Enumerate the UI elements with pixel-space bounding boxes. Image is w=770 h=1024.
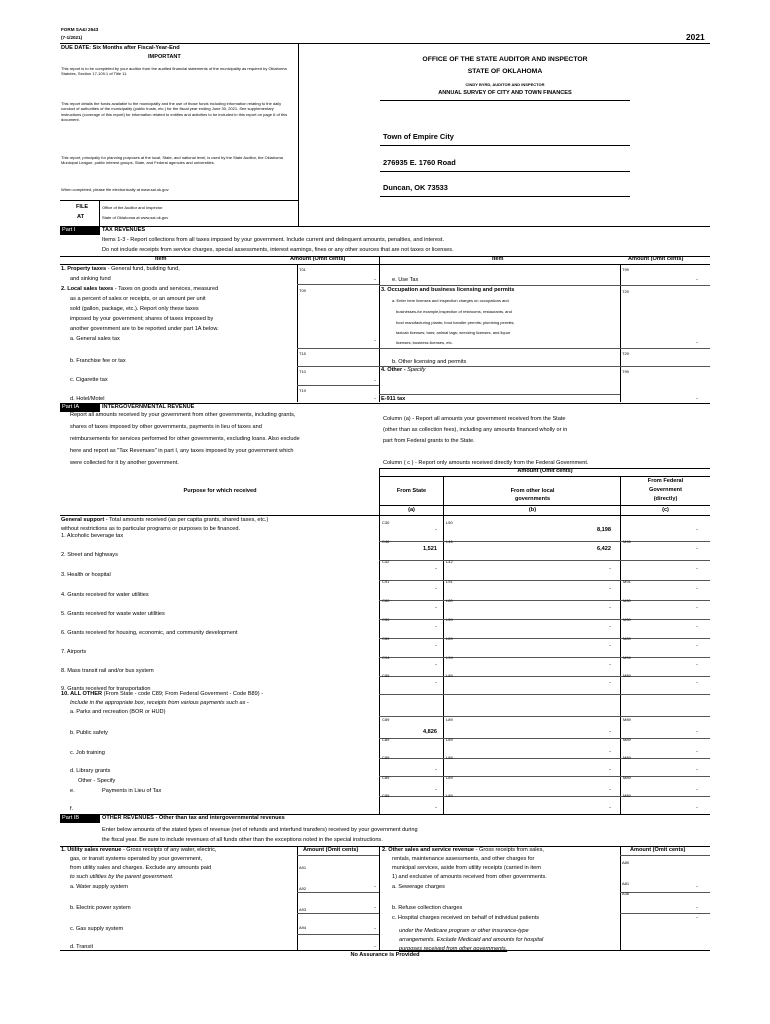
- sales-tax-line-1: as a percent of sales or receipts, or an amount per unit: [70, 296, 206, 302]
- tax-item-header-right: Item: [492, 256, 504, 262]
- ig-col-b-left: [443, 476, 444, 814]
- ig-col-c-left: [620, 476, 621, 814]
- ig-row-rule: [379, 580, 710, 581]
- util-line-4: to such utilities by the parent government.: [70, 874, 174, 880]
- util-row-code: A92: [299, 886, 307, 891]
- svc-row-code: A81: [622, 881, 630, 886]
- col-b-header-1: From other local: [510, 488, 555, 494]
- purpose-header: Purpose for which received: [183, 488, 257, 494]
- ig-code-c: M89: [623, 636, 631, 641]
- ig-value-a[interactable]: -: [435, 662, 437, 668]
- use-tax-rule: [379, 285, 710, 286]
- municipality-name: Town of Empire City: [383, 132, 454, 141]
- survey-title-underline: [380, 100, 630, 101]
- office-title: OFFICE OF THE STATE AUDITOR AND INSPECTOR: [422, 56, 588, 63]
- svc-row-rule: [620, 892, 710, 893]
- address-line-2: Duncan, OK 73533: [383, 183, 448, 192]
- util-row-rule: [297, 913, 379, 914]
- ig-value-c[interactable]: -: [696, 680, 698, 686]
- part1b-subtitle-1: Enter below amounts of the stated types of revenue (net of refunds and interfund transfers) received by your government during: [102, 827, 418, 833]
- ig-row-rule: [379, 657, 710, 658]
- part1-top-rule: [60, 226, 710, 227]
- general-support-2: without restrictions as to particular programs or purposes to be financed.: [61, 526, 241, 532]
- part1b-center-divider: [379, 846, 380, 950]
- ig-value-c[interactable]: -: [696, 546, 698, 552]
- other-specify-label: Other - Specify: [78, 778, 116, 784]
- ig-value-c[interactable]: -: [696, 662, 698, 668]
- municipality-underline: [380, 145, 630, 146]
- ig2-value-c[interactable]: -: [696, 805, 698, 811]
- ig-row-rule: [379, 676, 710, 677]
- form-id: FORM SA&I 2643: [61, 27, 99, 32]
- ig-code-b: L89: [446, 673, 453, 678]
- ig2-value-a[interactable]: -: [435, 805, 437, 811]
- ig-row-label: 9. Grants received for transportation: [61, 686, 151, 692]
- ig2-row-rule: [379, 796, 710, 797]
- ig-value-c[interactable]: -: [696, 605, 698, 611]
- col-b-letter: (b): [528, 507, 537, 513]
- tax-header-bottom: [60, 264, 710, 265]
- file-state: State of Oklahoma at www.sai.ok.gov: [102, 215, 169, 220]
- ig-desc-1: Report all amounts received by your government from other governments, including grants,: [70, 412, 296, 418]
- ig-row-label: 2. Street and highways: [61, 552, 118, 558]
- util-row-value[interactable]: -: [374, 926, 376, 932]
- ig2-code-c: M89: [623, 737, 631, 742]
- ig2-code-b: L89: [446, 737, 453, 742]
- important-heading: IMPORTANT: [148, 54, 181, 60]
- code-t01: T01: [299, 267, 306, 272]
- ig-row2-label: b. Public safety: [70, 730, 108, 736]
- address-1-underline: [380, 171, 630, 172]
- sales-tax-line-3: imposed by your government; shares of taxes imposed by: [70, 316, 214, 322]
- ig-value-c[interactable]: -: [696, 624, 698, 630]
- ig-row-label: 3. Health or hospital: [61, 572, 111, 578]
- util-row-label: a. Water supply system: [70, 884, 128, 890]
- e911-upper-rule: [379, 394, 620, 395]
- ig2-row-rule: [379, 738, 710, 739]
- col-c-letter: (c): [662, 507, 669, 513]
- ig-row2-label: f.: [70, 806, 74, 812]
- office-state: STATE OF OKLAHOMA: [467, 68, 543, 75]
- ig-code-c: M46: [623, 539, 631, 544]
- ig2-code-b: L89: [446, 793, 453, 798]
- at-label: AT: [77, 214, 85, 220]
- other-licensing-rule: [379, 366, 710, 367]
- occupation-licensing-title: 3. Occupation and business licensing and permits: [381, 287, 515, 293]
- util-row-rule: [297, 892, 379, 893]
- col-a-header: From State: [396, 488, 427, 494]
- util-line-1: 1. Utility sales revenue - Gross receipts of any water, electric,: [61, 847, 217, 853]
- col-a-letter: (a): [408, 507, 415, 513]
- all-other-2: Include in the appropriate box, receipts from various payments such as -: [70, 700, 249, 706]
- svc-amount-header-rule: [620, 855, 710, 856]
- file-office: Office of the Auditor and Inspector: [102, 205, 163, 210]
- hospital-line-4: purposes received from other governments.: [399, 946, 508, 952]
- svc-row-label: c. Hospital charges received on behalf of individual patients: [392, 915, 540, 921]
- col-c-header-3: (directly): [653, 496, 678, 502]
- part1-subtitle-2: Do not include receipts from service charges, special assessments, interest earnings, fines or any other sources that are not taxes or licenses.: [102, 247, 454, 253]
- ig2-value-a[interactable]: 4,826: [423, 729, 437, 735]
- general-sales-tax-value[interactable]: -: [374, 338, 376, 344]
- use-tax-label: e. Use Tax: [392, 277, 419, 283]
- col-c-note: Column ( c ) - Report only amounts received directly from the Federal Government.: [383, 460, 589, 466]
- part1a-label: Part IA: [62, 404, 80, 410]
- due-date: DUE DATE: Six Months after Fiscal-Year-End: [61, 45, 180, 51]
- ig2-code-c: M89: [623, 793, 631, 798]
- hotel-motel-tax-label: d. Hotel/Motel: [70, 396, 105, 402]
- instruction-1: This report is to be completed by your auditor from the audited financial statements of the municipality as required by Oklahoma Statutes, Section 17-109.1 of Title 11.: [61, 66, 287, 77]
- ig-value-c[interactable]: -: [696, 566, 698, 572]
- util-row-value[interactable]: -: [374, 944, 376, 950]
- code-t19: T19: [299, 388, 306, 393]
- tax-center-divider: [379, 256, 380, 402]
- ig2-code-a: C89: [382, 793, 390, 798]
- svc-line-1: 2. Other sales and service revenue - Gross receipts from sales,: [382, 847, 544, 853]
- sales-tax-line-4: another government are to be reported under part 1A below.: [70, 326, 219, 332]
- svc-row-value[interactable]: -: [696, 915, 698, 921]
- ig2-value-a[interactable]: -: [435, 787, 437, 793]
- ig-value-c[interactable]: -: [696, 643, 698, 649]
- file-label: FILE: [76, 204, 89, 210]
- ig-code-b: L91: [446, 579, 453, 584]
- ig-row-label: 5. Grants received for waste water utilities: [61, 611, 165, 617]
- ig2-row-rule: [379, 776, 710, 777]
- general-sales-tax-label: a. General sales tax: [70, 336, 120, 342]
- tax-amount-header-left: Amount (Omit cents): [290, 256, 346, 262]
- ig2-code-c: M89: [623, 717, 631, 722]
- tax-item-header-left: Item: [155, 256, 167, 262]
- sales-tax-label: 2. Local sales taxes - Taxes on goods and services, measured: [61, 286, 219, 292]
- ig2-value-c[interactable]: -: [696, 787, 698, 793]
- util-row-label: c. Gas supply system: [70, 926, 124, 932]
- util-row-code: A93: [299, 907, 307, 912]
- ig-code-a: C46: [382, 539, 390, 544]
- util-row-label: b. Electric power system: [70, 905, 131, 911]
- occupation-line-5: licenses; business licenses, etc.: [396, 340, 453, 345]
- ig-row-label: 1. Alcoholic beverage tax: [61, 533, 124, 539]
- ig-value-b[interactable]: -: [609, 566, 611, 572]
- ig-desc-5: were collected for it by another government.: [70, 460, 179, 466]
- bottom-rule: [60, 950, 710, 951]
- code-t29: T29: [622, 289, 629, 294]
- general-support-desc: Total amounts received (as per capita grants, shared taxes, etc.): [109, 517, 269, 523]
- sales-tax-line-2: sold (gallon, package, etc.). Report only these taxes: [70, 306, 199, 312]
- ig-value-a[interactable]: -: [435, 624, 437, 630]
- ig2-code-a: C89: [382, 737, 390, 742]
- cigarette-tax-rule: [297, 385, 379, 386]
- ig-row-label: 8. Mass transit rail and/or bus system: [61, 668, 154, 674]
- ig2-code-b: L89: [446, 717, 453, 722]
- sales-tax-rule: [297, 348, 379, 349]
- file-at-divider: [99, 200, 100, 227]
- ig-code-a: C89: [382, 636, 390, 641]
- svc-row-value[interactable]: -: [696, 905, 698, 911]
- ig-code-c: M94: [623, 655, 631, 660]
- ig-value-a[interactable]: -: [435, 586, 437, 592]
- part1-label: Part I: [62, 227, 76, 233]
- general-support-1: General support - Total amounts received (as per capita grants, shared taxes, etc.): [61, 517, 269, 523]
- ig2-value-b[interactable]: -: [609, 767, 611, 773]
- col-a-note-2: (other than as collection fees), including any amounts financed wholly or in: [383, 427, 568, 433]
- ig-code-c: M91: [623, 579, 631, 584]
- ig-value-c[interactable]: -: [696, 527, 698, 533]
- svc-amount-divider: [620, 846, 621, 950]
- svc-row-label: a. Sewerage charges: [392, 884, 445, 890]
- svc-row-code: A36: [622, 891, 630, 896]
- ig-row2-label: d. Library grants: [70, 768, 111, 774]
- other-licensing-label: b. Other licensing and permits: [392, 359, 467, 365]
- part1b-subtitle-2: the fiscal year. Be sure to include revenues of all funds other than the exceptions noted in the special instructions.: [102, 837, 383, 843]
- ig-amount-header: Amount (Omit cents): [517, 468, 573, 474]
- ig2-value-b[interactable]: -: [609, 729, 611, 735]
- ig-value-b[interactable]: 6,422: [597, 546, 611, 552]
- ig-code-a: C89: [382, 673, 390, 678]
- cigarette-tax-value[interactable]: -: [374, 378, 376, 384]
- other-tax-title: 4. Other -: [381, 367, 408, 373]
- e911-tax-label: E-911 tax: [381, 396, 406, 402]
- ig-value-b[interactable]: -: [609, 643, 611, 649]
- ig2-code-c: M89: [623, 775, 631, 780]
- property-tax-value[interactable]: -: [374, 277, 376, 283]
- ig-code-a: C91: [382, 579, 390, 584]
- ig-value-c[interactable]: -: [696, 586, 698, 592]
- ig2-value-b[interactable]: -: [609, 805, 611, 811]
- ig-row-label: 4. Grants received for water utilities: [61, 592, 149, 598]
- ig-value-a[interactable]: -: [435, 643, 437, 649]
- code-t10: T10: [299, 369, 306, 374]
- ig2-value-c[interactable]: -: [696, 767, 698, 773]
- code-t09: T09: [299, 288, 306, 293]
- tax-amount-header-right: Amount (Omit cents): [628, 256, 684, 262]
- ig-code-a: C50: [382, 617, 390, 622]
- ig-letter-rule: [379, 505, 710, 506]
- hotel-motel-tax-value[interactable]: -: [374, 396, 376, 402]
- franchise-tax-rule: [297, 366, 379, 367]
- ig-code-b: L50: [446, 520, 453, 525]
- property-tax-label: 1. Property taxes - General fund, building fund,: [61, 266, 180, 272]
- occupation-rule: [379, 348, 710, 349]
- code-t29b: T29: [622, 351, 629, 356]
- ig-code-c: M80: [623, 598, 631, 603]
- ig-desc-4: here and report as "Tax Revenues" in part I, any taxes imposed by your government which: [70, 448, 294, 454]
- ig2-value-c[interactable]: -: [696, 729, 698, 735]
- e911-tax-value[interactable]: -: [696, 396, 698, 402]
- other-tax-label: [381, 367, 425, 373]
- svc-line-4: 1) and exclusive of amounts received from other governments.: [392, 874, 547, 880]
- svc-line-2: rentals, maintenance assessments, and other charges for: [392, 856, 535, 862]
- ig-code-b: L94: [446, 655, 453, 660]
- code-t99b: T99: [622, 369, 629, 374]
- part1a-title: INTERGOVERNMENTAL REVENUE: [102, 404, 195, 410]
- ig2-code-a: C89: [382, 717, 390, 722]
- ig-desc-3: reimbursements for services performed for other governments, excluding loans. Also exclude: [70, 436, 300, 442]
- footer-assurance: No Assurance is Provided: [350, 952, 420, 958]
- ig-value-b[interactable]: -: [609, 662, 611, 668]
- form-year: 2021: [686, 32, 705, 42]
- col-b-header-2: governments: [514, 496, 551, 502]
- hospital-line-3: arrangements. Exclude Medicaid and amounts for hospital: [399, 937, 544, 943]
- ig-row2-label: c. Job training: [70, 750, 105, 756]
- ig-value-a[interactable]: -: [435, 680, 437, 686]
- ig-value-b[interactable]: -: [609, 624, 611, 630]
- util-amount-header: Amount (Omit cents): [303, 847, 359, 853]
- ig-code-b: L46: [446, 539, 453, 544]
- ig-value-b[interactable]: -: [609, 605, 611, 611]
- header-divider: [298, 43, 299, 227]
- util-row-code: A91: [299, 865, 307, 870]
- ig2-code-a: C89: [382, 775, 390, 780]
- property-tax-line2: and sinking fund: [70, 276, 111, 282]
- ig-code-a: C42: [382, 559, 390, 564]
- util-amount-header-rule: [297, 855, 379, 856]
- survey-title: ANNUAL SURVEY OF CITY AND TOWN FINANCES: [438, 90, 572, 96]
- hospital-line-2: under the Medicare program or other insurance-type: [399, 928, 529, 934]
- auditor-name: CINDY BYRD, AUDITOR AND INSPECTOR: [465, 82, 545, 87]
- file-electronically-note[interactable]: When completed, please file electronically at www.sai.ok.gov: [61, 187, 169, 192]
- ig2-value-b[interactable]: -: [609, 749, 611, 755]
- ig-col-a-left: [379, 468, 380, 814]
- instruction-3: This report, principally for planning purposes at the local, State, and national level, is used by the State Auditor, the Oklahoma Municipal League, public interest groups, State, and Federal agencies and universities.: [61, 155, 283, 166]
- ig-row-rule: [379, 619, 710, 620]
- ig-header-bottom: [60, 515, 710, 516]
- ig-value-a[interactable]: -: [435, 527, 437, 533]
- occupation-line-1: a. Enter here licenses and inspection charges on occupations and: [392, 298, 509, 303]
- col-c-header-1: From Federal: [647, 478, 684, 484]
- ig-row-rule: [379, 694, 710, 695]
- util-row-label: d. Transit: [70, 944, 94, 950]
- ig-row-rule: [379, 638, 710, 639]
- address-line-1: 276935 E. 1760 Road: [383, 158, 456, 167]
- part1-subtitle-1: Items 1-3 - Report collections from all taxes imposed by your government. Include current and delinquent amounts, penalties, and interest.: [102, 237, 445, 243]
- all-other-1: 10. ALL OTHER (From State - code C89; From Federal Goverment - Code B89) -: [61, 691, 264, 697]
- ig-amount-header-bottom: [379, 476, 710, 477]
- top-rule: [60, 43, 710, 44]
- address-2-underline: [380, 196, 630, 197]
- ig2-code-a: C89: [382, 755, 390, 760]
- ig-code-c: M89: [623, 673, 631, 678]
- col-c-header-2: Government: [649, 487, 682, 493]
- occupation-line-3: food manufacturing plants; food handler permits; plumbing permits;: [396, 320, 515, 325]
- ig2-value-c[interactable]: -: [696, 749, 698, 755]
- ig-row-rule: [379, 541, 710, 542]
- ig-value-a[interactable]: -: [435, 566, 437, 572]
- ig-code-b: L80: [446, 598, 453, 603]
- svc-row-code: A80: [622, 860, 630, 865]
- ig-code-a: C30: [382, 520, 390, 525]
- part1-title: TAX REVENUES: [102, 227, 146, 233]
- property-tax-rule: [297, 284, 379, 285]
- occupation-line-2: businesses-for example,inspection of restrooms, restaurants, and: [396, 309, 512, 314]
- util-line-3: from utility sales and charges. Exclude any amounts paid: [70, 865, 212, 871]
- parks-recreation-label: a. Parks and recreation (BOR or HUD): [70, 709, 166, 715]
- ig-row-rule: [379, 600, 710, 601]
- pilot-label: Payments in Lieu of Tax: [102, 788, 162, 794]
- ig-value-b[interactable]: -: [609, 680, 611, 686]
- svc-row-value[interactable]: -: [696, 884, 698, 890]
- code-t99: T99: [622, 267, 629, 272]
- util-row-code: A94: [299, 925, 307, 930]
- col-a-note-3: part from Federal grants to the State.: [383, 438, 475, 444]
- part1b-title: OTHER REVENUES - Other than tax and intergovernmental revenues: [102, 815, 285, 821]
- ig-value-a[interactable]: -: [435, 605, 437, 611]
- ig-code-b: L42: [446, 559, 453, 564]
- svc-row-rule: [620, 913, 710, 914]
- file-at-rule: [60, 200, 298, 201]
- ig-code-a: C94: [382, 655, 390, 660]
- ig-code-b: L50: [446, 617, 453, 622]
- ig2-code-b: L89: [446, 775, 453, 780]
- util-line-2: gas, or transit systems operated by your government,: [70, 856, 203, 862]
- svc-line-3: municipal services, aside from utility receipts (carried in item: [392, 865, 541, 871]
- ig-value-b[interactable]: 8,198: [597, 527, 611, 533]
- svc-row-label: b. Refuse collection charges: [392, 905, 463, 911]
- ig-row-label: 6. Grants received for housing, economic, and community development: [61, 630, 238, 636]
- ig2-code-b: L89: [446, 755, 453, 760]
- util-row-rule: [297, 934, 379, 935]
- ig-code-c: M50: [623, 617, 631, 622]
- pilot-e-label: e.: [70, 788, 75, 794]
- part1b-label: Part IB: [62, 815, 80, 821]
- occupation-line-4: taxicab licenses; bars; animal tags; wrecking licenses, and liquor: [396, 330, 511, 335]
- util-row-value[interactable]: -: [374, 884, 376, 890]
- ig2-value-a[interactable]: -: [435, 767, 437, 773]
- ig-row-label: 7. Airports: [61, 649, 87, 655]
- svc-amount-header: Amount (Omit cents): [630, 847, 686, 853]
- col-a-note-1: Column (a) - Report all amounts your government received from the State: [383, 416, 566, 422]
- code-t15: T15: [299, 351, 306, 356]
- ig-code-a: C80: [382, 598, 390, 603]
- ig2-code-c: M89: [623, 755, 631, 760]
- ig-code-b: L89: [446, 636, 453, 641]
- ig-desc-2: shares of taxes imposed by other governments, payments in lieu of taxes and: [70, 424, 262, 430]
- cigarette-tax-label: c. Cigarette tax: [70, 377, 108, 383]
- form-revision: (7-1/2021): [61, 35, 83, 40]
- instruction-2: This report details the funds available to the municipality and the use of those funds including information relating to the daily conduct of authorities of the municipality (public trusts, etc.) for the fiscal year ending June 30, 2021. See supplementary instructions (coverage of this report) for information related to entities and activities to be included in this report on page 6 of this document.: [61, 101, 288, 123]
- ig2-first-rule: [379, 716, 710, 717]
- ig-value-a[interactable]: 1,521: [423, 546, 437, 552]
- use-tax-value[interactable]: -: [696, 277, 698, 283]
- util-row-value[interactable]: -: [374, 905, 376, 911]
- ig-value-b[interactable]: -: [609, 586, 611, 592]
- ig-row-rule: [379, 560, 710, 561]
- franchise-tax-label: b. Franchise fee or tax: [70, 358, 126, 364]
- ig2-row-rule: [379, 758, 710, 759]
- other-tax-specify: Specify: [407, 367, 426, 373]
- ig2-value-b[interactable]: -: [609, 787, 611, 793]
- occupation-licensing-value[interactable]: -: [696, 340, 698, 346]
